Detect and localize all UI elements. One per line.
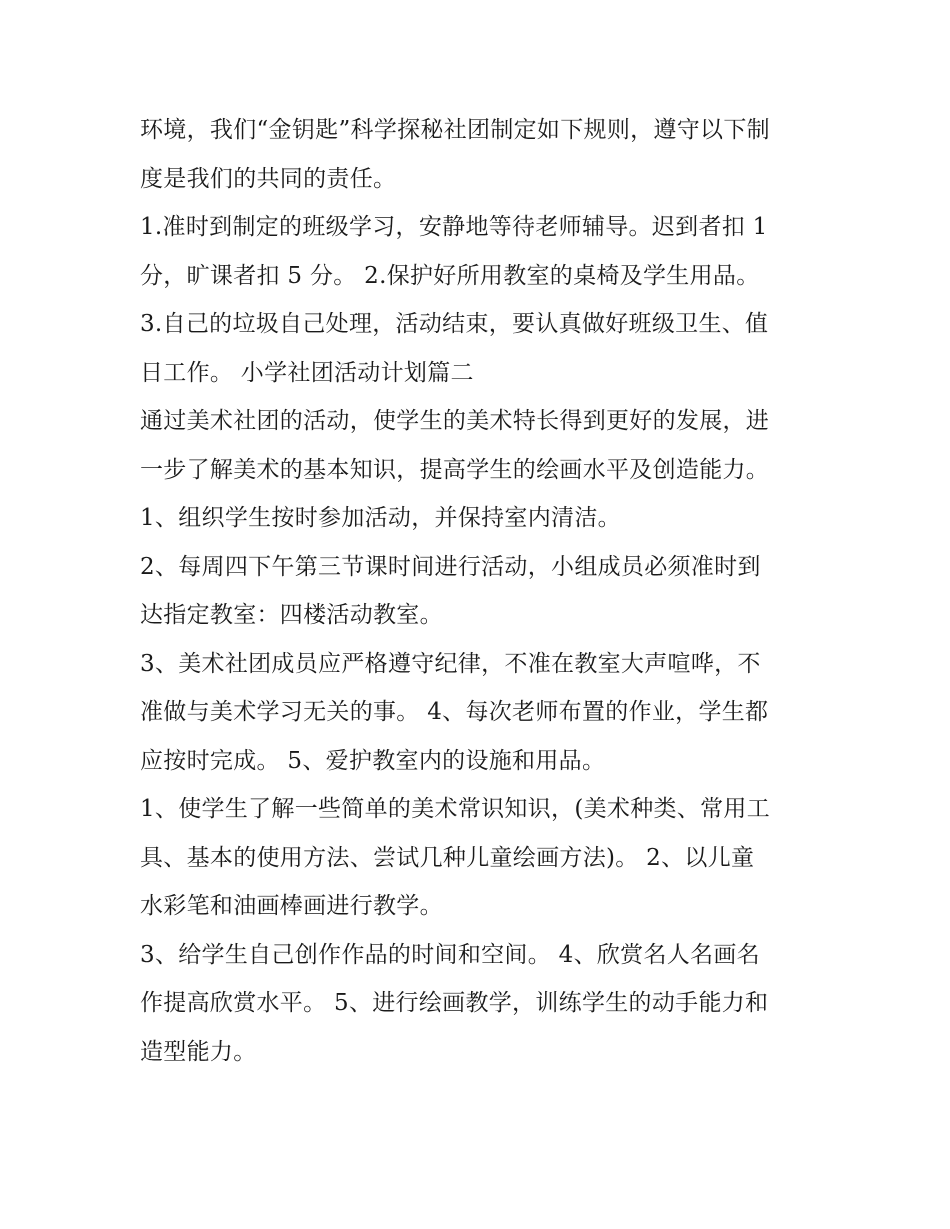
paragraph-art-rule-1 (140, 494, 820, 543)
text-line: 应按时完成。 5、爱护教室内的设施和用品。 (140, 747, 606, 774)
text-line: 3、给学生自己创作作品的时间和空间。 4、欣赏名人名画名 (140, 941, 760, 968)
text-line: 1、使学生了解一些简单的美术常识知识，(美术种类、常用工 (140, 796, 771, 822)
text-line: 具、基本的使用方法、尝试几种儿童绘画方法)。 2、以儿童 (140, 844, 755, 871)
text-line: 造型能力。 (140, 1038, 257, 1065)
text-line: 1.准时到制定的班级学习，安静地等待老师辅导。迟到者扣 1 (140, 214, 768, 240)
paragraph-rules-intro (140, 106, 820, 203)
paragraph-art-rule-3-5 (140, 640, 820, 786)
text-line: 3、美术社团成员应严格遵守纪律，不准在教室大声喧哗，不 (140, 650, 761, 677)
text-line: 分，旷课者扣 5 分。 2.保护好所用教室的桌椅及学生用品。 (140, 262, 760, 289)
text-line: 作提高欣赏水平。 5、进行绘画教学，训练学生的动手能力和 (140, 990, 769, 1016)
text-line: 通过美术社团的活动，使学生的美术特长得到更好的发展，进 (140, 408, 770, 434)
text-line: 一步了解美术的基本知识，提高学生的绘画水平及创造能力。 (140, 456, 770, 483)
text-line: 3.自己的垃圾自己处理，活动结束，要认真做好班级卫生、值 (140, 311, 769, 337)
text-line: 1、组织学生按时参加活动，并保持室内清洁。 (140, 505, 621, 531)
document-body (140, 106, 820, 1076)
paragraph-teaching-3-5 (140, 931, 820, 1077)
text-line: 达指定教室：四楼活动教室。 (140, 602, 443, 628)
text-line: 水彩笔和油画棒画进行教学。 (140, 893, 443, 919)
paragraph-art-purpose (140, 397, 820, 494)
paragraph-art-rule-2 (140, 543, 820, 640)
text-line: 环境，我们“金钥匙”科学探秘社团制定如下规则，遵守以下制 (140, 117, 770, 143)
text-line: 度是我们的共同的责任。 (140, 165, 397, 192)
text-line: 准做与美术学习无关的事。 4、每次老师布置的作业，学生都 (140, 699, 769, 725)
text-line: 2、每周四下午第三节课时间进行活动，小组成员必须准时到 (140, 553, 761, 580)
paragraph-rule-1-2 (140, 203, 820, 300)
paragraph-rule-3 (140, 300, 820, 397)
text-line: 日工作。 小学社团活动计划篇二 (140, 359, 474, 386)
paragraph-teaching-1-2 (140, 785, 820, 931)
